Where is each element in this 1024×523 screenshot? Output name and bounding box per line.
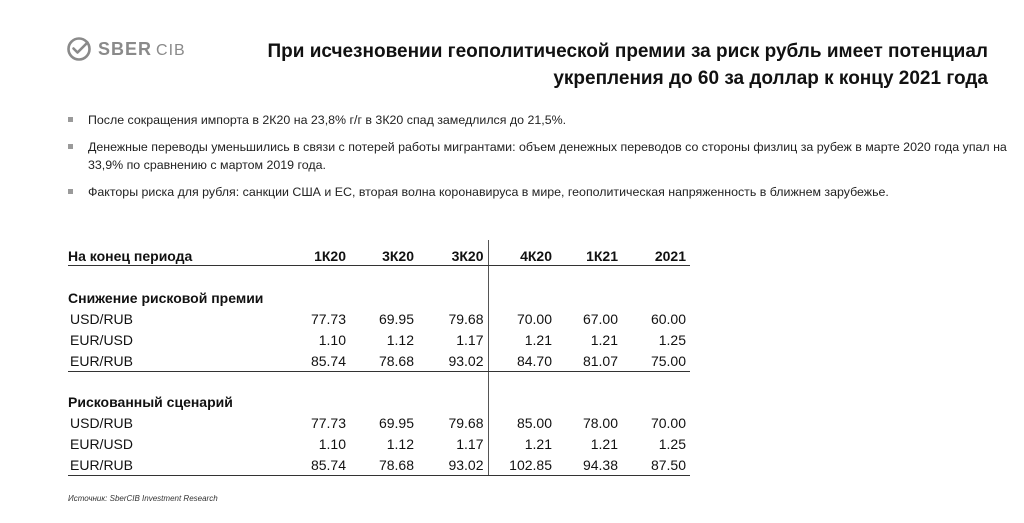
section-title: Рискованный сценарий: [68, 394, 233, 410]
cell: 102.85: [488, 454, 556, 476]
row-label: USD/RUB: [70, 310, 134, 327]
bullet-item: Денежные переводы уменьшились в связи с потерей работы мигрантами: объем денежных переводов со стороны физлиц за рубеж в марте 2020 года упал на 33,9% по сравнению с мартом 2019 года.: [68, 138, 1008, 174]
cell: 1.21: [524, 435, 552, 452]
cell: 1.12: [386, 435, 414, 452]
sber-cib-logo: [66, 36, 186, 62]
logo-brand: SBER: [98, 38, 153, 59]
cell: 1.12: [386, 331, 414, 348]
cell: 85.74: [282, 454, 350, 476]
table-row: [68, 412, 690, 433]
cell: 93.02: [418, 454, 488, 476]
sber-check-circle-icon: [66, 36, 92, 62]
section-header-row: [68, 384, 690, 412]
table-row: [68, 350, 690, 372]
title-line-1: При исчезновении геополитической премии за риск рубль имеет потенциал: [267, 41, 988, 62]
cell: 78.68: [350, 454, 418, 476]
cell: 78.00: [582, 414, 618, 431]
column-header: 2021: [622, 240, 690, 266]
cell: 85.74: [282, 350, 350, 372]
column-header: 1К20: [282, 240, 350, 266]
page-title: [218, 38, 988, 92]
cell: 81.07: [556, 350, 622, 372]
cell: 70.00: [650, 414, 686, 431]
section-title: Снижение рисковой премии: [68, 290, 264, 306]
bullet-list: [68, 111, 1008, 210]
cell: 94.38: [556, 454, 622, 476]
cell: 67.00: [582, 310, 618, 327]
title-line-2: укрепления до 60 за доллар к концу 2021 года: [553, 68, 988, 89]
bullet-item: После сокращения импорта в 2К20 на 23,8% г/г в 3К20 спад замедлился до 21,5%.: [68, 111, 1008, 129]
bullet-item: Факторы риска для рубля: санкции США и ЕС, вторая волна коронавируса в мире, геополитическая напряженность в ближнем зарубежье.: [68, 183, 1008, 201]
table-header-row: [68, 240, 690, 266]
row-label: USD/RUB: [70, 414, 134, 431]
table-row: [68, 433, 690, 454]
table-row: [68, 329, 690, 350]
row-label: EUR/USD: [70, 331, 134, 348]
table-row: [68, 308, 690, 329]
cell: 79.68: [418, 412, 488, 433]
table-row: [68, 454, 690, 476]
cell: 60.00: [650, 310, 686, 327]
forecast-table: [68, 240, 690, 476]
column-header: 3К20: [350, 240, 418, 266]
cell: 69.95: [378, 310, 414, 327]
column-header: 4К20: [488, 240, 556, 266]
cell: 70.00: [516, 310, 552, 327]
cell: 93.02: [418, 350, 488, 372]
row-label: EUR/RUB: [68, 350, 282, 372]
cell: 85.00: [516, 414, 552, 431]
cell: 69.95: [378, 414, 414, 431]
cell: 1.21: [590, 435, 618, 452]
cell: 77.73: [310, 310, 346, 327]
cell: 84.70: [488, 350, 556, 372]
cell: 1.10: [318, 435, 346, 452]
logo-text: [98, 39, 186, 60]
row-label: EUR/RUB: [68, 454, 282, 476]
cell: 1.21: [590, 331, 618, 348]
source-note: Источник: SberCIB Investment Research: [68, 494, 218, 503]
cell: 87.50: [622, 454, 690, 476]
cell: 79.68: [418, 308, 488, 329]
column-header: 3К20: [418, 240, 488, 266]
column-header: 1К21: [556, 240, 622, 266]
cell: 75.00: [622, 350, 690, 372]
logo-sub: CIB: [156, 41, 186, 59]
cell: 1.25: [658, 435, 686, 452]
cell: 1.25: [658, 331, 686, 348]
cell: 1.17: [418, 329, 488, 350]
cell: 78.68: [350, 350, 418, 372]
cell: 77.73: [310, 414, 346, 431]
cell: 1.17: [418, 433, 488, 454]
table-header-label: На конец периода: [68, 240, 282, 266]
cell: 1.21: [524, 331, 552, 348]
row-label: EUR/USD: [70, 435, 134, 452]
cell: 1.10: [318, 331, 346, 348]
section-header-row: [68, 280, 690, 308]
